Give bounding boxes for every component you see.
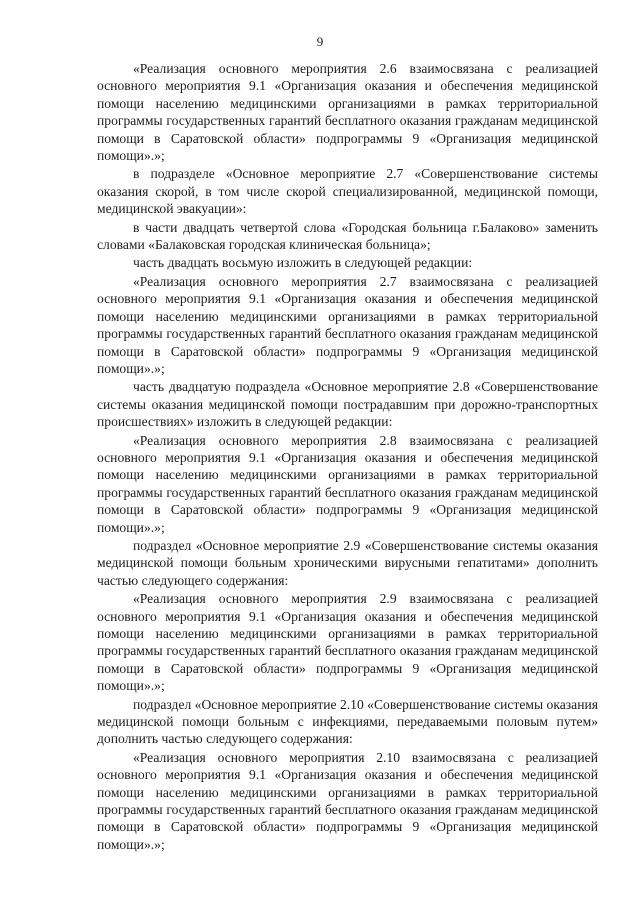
paragraph: «Реализация основного мероприятия 2.6 взаимосвязана с реализацией основного мероприятия 9.1 «Организация оказания и обеспечения медицинской помощи населению медицинскими организациями в рамках территориальной программы государственных гарантий бесплатного оказания гражданам медицинской помощи в Саратовской области» подпрограммы 9 «Организация медицинской помощи».»; — [97, 61, 598, 164]
paragraph: часть двадцать восьмую изложить в следующей редакции: — [133, 255, 473, 271]
paragraph: «Реализация основного мероприятия 2.10 взаимосвязана с реализацией основного мероприятия 9.1 «Организация оказания и обеспечения медицинской помощи населению медицинскими организациями в рамках территориальной программы государственных гарантий бесплатного оказания гражданам медицинской помощи в Саратовской области» подпрограммы 9 «Организация медицинской помощи».»; — [97, 749, 598, 852]
paragraph: «Реализация основного мероприятия 2.7 взаимосвязана с реализацией основного мероприятия 9.1 «Организация оказания и обеспечения медицинской помощи населению медицинскими организациями в рамках территориальной программы государственных гарантий бесплатного оказания гражданам медицинской помощи в Саратовской области» подпрограммы 9 «Организация медицинской помощи».»; — [97, 273, 598, 376]
paragraph: часть двадцатую подраздела «Основное мероприятие 2.8 «Совершенствование системы оказания медицинской помощи пострадавшим при дорожно-транспортных происшествиях» изложить в следующей редакции: — [97, 379, 598, 430]
paragraph: «Реализация основного мероприятия 2.8 взаимосвязана с реализацией основного мероприятия 9.1 «Организация оказания и обеспечения медицинской помощи населению медицинскими организациями в рамках территориальной программы государственных гарантий бесплатного оказания гражданам медицинской помощи в Саратовской области» подпрограммы 9 «Организация медицинской помощи».»; — [97, 432, 598, 535]
page-number: 9 — [316, 34, 324, 49]
paragraph: в подразделе «Основное мероприятие 2.7 «Совершенствование системы оказания скорой, в том числе скорой специализированной, медицинской помощи, медицинской эвакуации»: — [97, 166, 598, 217]
paragraph: подраздел «Основное мероприятие 2.10 «Совершенствование системы оказания медицинской помощи больным с инфекциями, передаваемыми половым путем» дополнить частью следующего содержания: — [97, 696, 598, 747]
paragraph: подраздел «Основное мероприятие 2.9 «Совершенствование системы оказания медицинской помощи больным хроническими вирусными гепатитами» дополнить частью следующего содержания: — [97, 537, 598, 588]
paragraph: в части двадцать четвертой слова «Городская больница г.Балаково» заменить словами «Балаковская городская клиническая больница»; — [97, 219, 598, 253]
paragraph: «Реализация основного мероприятия 2.9 взаимосвязана с реализацией основного мероприятия 9.1 «Организация оказания и обеспечения медицинской помощи населению медицинскими организациями в рамках территориальной программы государственных гарантий бесплатного оказания гражданам медицинской помощи в Саратовской области» подпрограммы 9 «Организация медицинской помощи».»; — [97, 591, 598, 694]
document-body — [97, 60, 598, 854]
